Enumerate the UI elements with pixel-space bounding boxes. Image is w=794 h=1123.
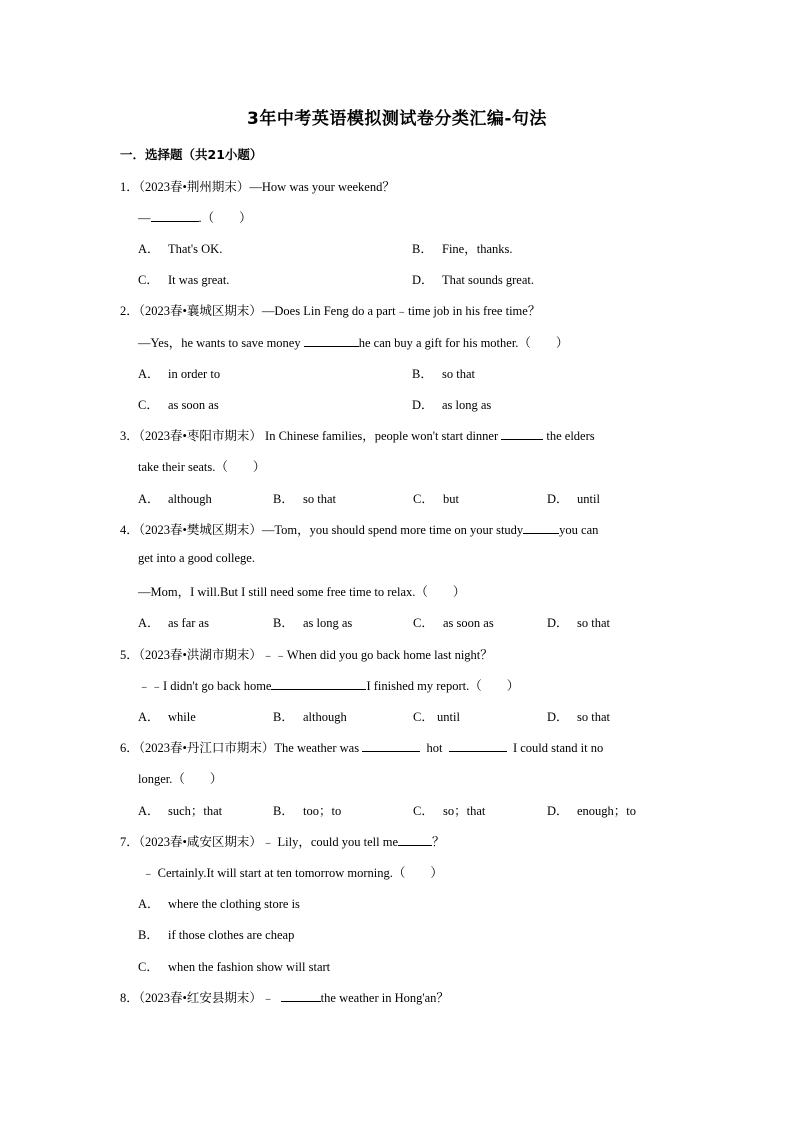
option-d[interactable]: D． as long as (412, 398, 492, 412)
question-source: （2023春•荆州期末） (138, 180, 250, 194)
option-c[interactable]: C． until (413, 710, 460, 724)
question-text: —Does Lin Feng do a part﹣time job in his free time？ (261, 304, 541, 318)
question-number: 7． (120, 835, 139, 849)
question-1-stem (120, 177, 395, 195)
option-a[interactable]: A． That's OK. (138, 242, 223, 256)
question-5-line2 (138, 676, 519, 694)
option-c[interactable]: C． It was great. (138, 273, 230, 287)
answer-blank (449, 740, 507, 752)
option-a[interactable]: A． as far as (138, 616, 209, 630)
question-2-stem (120, 301, 540, 319)
option-d[interactable]: D． so that (547, 710, 610, 724)
question-2-line2 (138, 333, 568, 351)
answer-blank (398, 834, 432, 846)
answer-blank (523, 522, 559, 534)
question-text: ﹣﹣I didn't go back home (138, 679, 272, 693)
question-4-line3: —Mom，I will.But I still need some free time to relax.（ ） (138, 585, 466, 599)
question-text: The weather was (274, 741, 360, 755)
question-text: he can buy a gift for his mother.（ ） (358, 336, 569, 350)
option-a[interactable]: A． while (138, 710, 196, 724)
question-source: （2023春•枣阳市期末） (138, 429, 262, 443)
answer-blank (151, 210, 199, 222)
question-3-stem (120, 426, 595, 444)
question-number: 8． (120, 991, 139, 1005)
option-b[interactable]: B． as long as (273, 616, 353, 630)
question-text: —How was your weekend？ (249, 180, 395, 194)
option-c[interactable]: C． when the fashion show will start (138, 960, 331, 974)
option-a[interactable]: A． such；that (138, 804, 223, 818)
question-4-line2: get into a good college. (138, 551, 255, 565)
question-text: In Chinese families，people won't start dinner (265, 429, 499, 443)
answer-blank (271, 678, 366, 690)
question-6-stem (120, 738, 603, 756)
section-heading: 一．选择题（共21小题） (120, 147, 263, 162)
question-source: （2023春•樊城区期末） (138, 523, 262, 537)
option-c[interactable]: C． as soon as (413, 616, 494, 630)
question-text: the elders (546, 429, 595, 443)
answer-blank (362, 740, 420, 752)
question-text: ﹣ Lily，could you tell me (261, 835, 398, 849)
option-b[interactable]: B． so that (273, 492, 336, 506)
question-number: 6． (120, 741, 139, 755)
option-b[interactable]: B． Fine，thanks. (412, 242, 513, 256)
question-7-stem (120, 832, 445, 850)
option-b[interactable]: B． too；to (273, 804, 342, 818)
question-text: ？ (432, 835, 445, 849)
question-text: ﹣﹣When did you go back home last night？ (261, 648, 493, 662)
question-1-line2 (138, 208, 252, 226)
page-title: 3年中考英语模拟测试卷分类汇编-句法 (247, 109, 547, 129)
answer-blank (501, 428, 543, 440)
question-8-stem (120, 988, 449, 1006)
question-number: 2． (120, 304, 139, 318)
question-number: 4． (120, 523, 139, 537)
option-d[interactable]: D． That sounds great. (412, 273, 534, 287)
option-d[interactable]: D． enough；to (547, 804, 637, 818)
question-text: I could stand it no (512, 741, 604, 755)
question-number: 3． (120, 429, 139, 443)
question-source: （2023春•红安县期末） (138, 991, 262, 1005)
question-text: hot (426, 741, 443, 755)
option-b[interactable]: B． if those clothes are cheap (138, 928, 295, 942)
option-d[interactable]: D． so that (547, 616, 610, 630)
option-b[interactable]: B． although (273, 710, 347, 724)
question-3-line2: take their seats.（ ） (138, 460, 266, 474)
question-6-line2: longer.（ ） (138, 772, 223, 786)
question-source: （2023春•丹江口市期末） (138, 741, 275, 755)
question-text: ﹣ (261, 991, 275, 1005)
question-number: 5． (120, 648, 139, 662)
question-source: （2023春•洪湖市期末） (138, 648, 262, 662)
question-text: I finished my report.（ ） (366, 679, 520, 693)
question-text: the weather in Hong'an？ (320, 991, 449, 1005)
question-4-stem (120, 520, 598, 538)
question-number: 1． (120, 180, 139, 194)
option-d[interactable]: D． until (547, 492, 600, 506)
option-a[interactable]: A． although (138, 492, 212, 506)
option-c[interactable]: C． as soon as (138, 398, 219, 412)
question-7-line2: ﹣ Certainly.It will start at ten tomorrow morning.（ ） (142, 866, 443, 880)
question-source: （2023春•襄城区期末） (138, 304, 262, 318)
question-text: —Tom，you should spend more time on your study (261, 523, 524, 537)
option-a[interactable]: A． in order to (138, 367, 221, 381)
question-text: —Yes，he wants to save money (138, 336, 301, 350)
question-5-stem (120, 645, 493, 663)
question-text: you can (559, 523, 599, 537)
option-c[interactable]: C． so；that (413, 804, 486, 818)
option-c[interactable]: C． but (413, 492, 459, 506)
answer-blank (281, 990, 321, 1002)
question-text: — (138, 211, 151, 225)
option-b[interactable]: B． so that (412, 367, 475, 381)
question-source: （2023春•咸安区期末） (138, 835, 262, 849)
answer-blank (304, 335, 359, 347)
option-a[interactable]: A． where the clothing store is (138, 897, 300, 911)
question-text: .（ ） (198, 211, 252, 225)
